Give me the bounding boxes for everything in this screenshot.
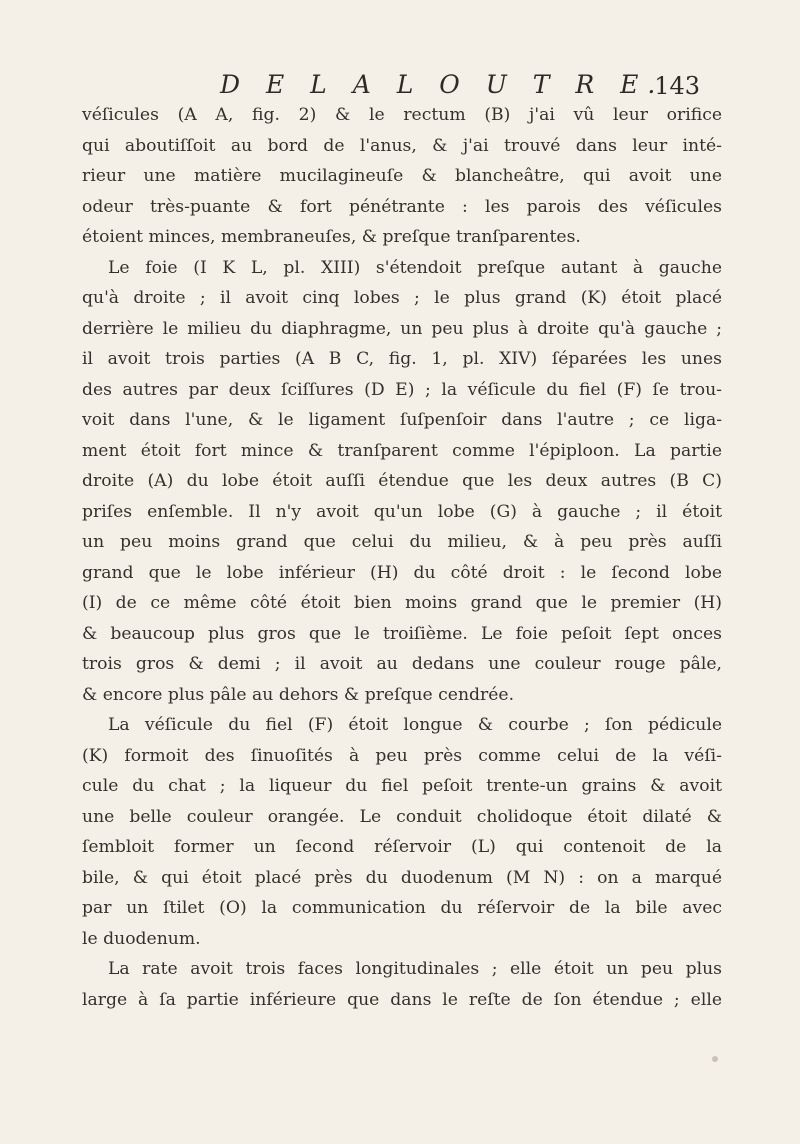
text-line: il avoit trois parties (A B C, fig. 1, pl. XIV) ſéparées les unes [82, 349, 722, 369]
text-line: La rate avoit trois faces longitudinales ; elle étoit un peu plus [108, 959, 722, 979]
text-line: grand que le lobe inférieur (H) du côté droit : le ſecond lobe [82, 562, 722, 583]
text-line: un peu moins grand que celui du milieu, & à peu près auſſi [82, 532, 722, 552]
text-line: qui aboutiſſoit au bord de l'anus, & j'ai trouvé dans leur inté- [82, 135, 722, 156]
text-line: (I) de ce même côté étoit bien moins grand que le premier (H) [82, 593, 722, 613]
text-line: ment étoit fort mince & tranſparent comme l'épiploon. La partie [82, 440, 722, 461]
text-line: qu'à droite ; il avoit cinq lobes ; le plus grand (K) étoit placé [82, 288, 722, 308]
text-line: des autres par deux ſciſſures (D E) ; la véſicule du fiel (F) ſe trou- [82, 379, 722, 400]
text-line: voit dans l'une, & le ligament ſuſpenſoir dans l'autre ; ce liga- [82, 410, 722, 430]
running-title: D E L A L O U T R E. [220, 70, 665, 99]
text-line: véſicules (A A, fig. 2) & le rectum (B) j'ai vû leur orifice [82, 105, 722, 125]
body-text [82, 100, 722, 1015]
text-line: bile, & qui étoit placé près du duodenum (M N) : on a marqué [82, 867, 722, 888]
text-line: (K) formoit des ſinuoſités à peu près comme celui de la véſi- [82, 745, 722, 766]
text-line: rieur une matière mucilagineuſe & blancheâtre, qui avoit une [82, 166, 722, 186]
page-number: 143 [654, 72, 700, 100]
paper-spot [712, 1056, 718, 1062]
text-line: trois gros & demi ; il avoit au dedans une couleur rouge pâle, [82, 654, 722, 674]
text-line: & beaucoup plus gros que le troiſième. Le foie peſoit ſept onces [82, 623, 722, 644]
text-line: étoient minces, membraneuſes, & preſque tranſparentes. [82, 227, 581, 247]
text-line: odeur très-puante & fort pénétrante : les parois des véſicules [82, 196, 722, 217]
text-line: ſembloit former un ſecond réſervoir (L) qui contenoit de la [82, 837, 722, 857]
text-line: priſes enſemble. Il n'y avoit qu'un lobe (G) à gauche ; il étoit [82, 501, 722, 522]
text-line: La véſicule du fiel (F) étoit longue & courbe ; ſon pédicule [108, 715, 722, 735]
text-line: droite (A) du lobe étoit auſſi étendue que les deux autres (B C) [82, 471, 722, 491]
page-header [220, 70, 700, 104]
text-line: large à ſa partie inférieure que dans le reſte de ſon étendue ; elle [82, 989, 722, 1010]
text-line: le duodenum. [82, 928, 201, 949]
text-line: par un ſtilet (O) la communication du réſervoir de la bile avec [82, 898, 722, 918]
text-line: derrière le milieu du diaphragme, un peu plus à droite qu'à gauche ; [82, 318, 722, 339]
text-line: Le foie (I K L, pl. XIII) s'étendoit preſque autant à gauche [108, 257, 722, 278]
text-line: cule du chat ; la liqueur du fiel peſoit trente-un grains & avoit [82, 776, 722, 796]
text-line: une belle couleur orangée. Le conduit cholidoque étoit dilaté & [82, 806, 722, 827]
text-line: & encore plus pâle au dehors & preſque cendrée. [82, 684, 515, 705]
